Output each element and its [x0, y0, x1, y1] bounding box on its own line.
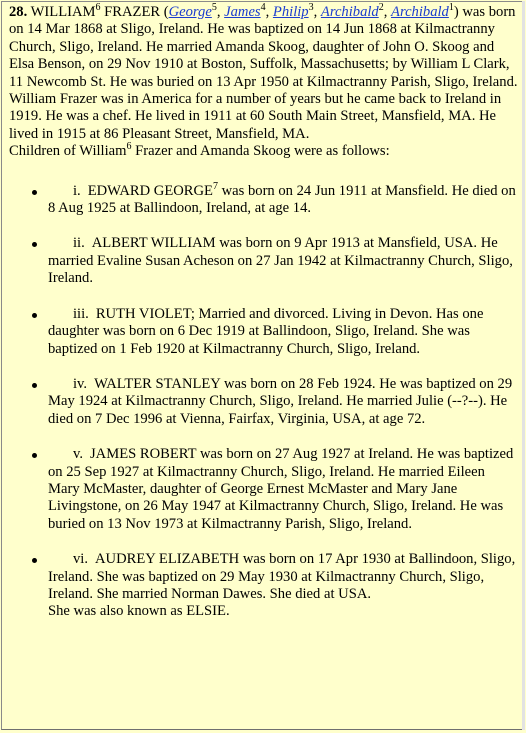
child-name: WALTER STANLEY	[94, 375, 221, 392]
person-name: WILLIAM	[30, 4, 96, 20]
child-name: EDWARD GEORGE	[87, 182, 213, 199]
bullet-icon	[32, 453, 37, 458]
child-item	[9, 235, 519, 287]
child-name: ALBERT WILLIAM	[91, 235, 216, 252]
person-entry	[9, 4, 519, 639]
bullet-icon	[32, 190, 37, 195]
person-summary: 28. WILLIAM$^6$ FRAZER (George$^5$, James$^4$, Philip$^3$, Archibald$^2$, Archibald$^1$) was born on 14 Mar 1868 at Sligo, Ireland. He was baptized on 14 Jun 1868 at Kilmactranny Church, Sligo, Ireland. He married Amanda Skoog, daughter of John O. Skoog and Elsa Benson, on 29 Nov 1910 at Boston, Suffolk, Massachusetts; by William L Clark, 11 Newcomb St. He was buried on 13 Apr 1950 at Kilmactranny Parish, Sligo, Ireland.	[9, 2, 518, 90]
child-details: was born on 17 Apr 1930 at Ballindoon, Sligo, Ireland. She was baptized on 29 May 1930 at Kilmactranny Church, Sligo, Ireland. She married Norman Dawes. She died at USA.	[48, 551, 516, 602]
child-roman: vi.	[73, 551, 88, 568]
ancestor-link-archibald-1[interactable]: Archibald	[391, 4, 449, 20]
child-item	[9, 376, 519, 428]
bullet-icon	[32, 558, 37, 563]
children-heading-before: Children of William	[9, 143, 127, 160]
ancestor-link-james[interactable]: James	[224, 4, 261, 20]
ancestor-gen: 4	[260, 2, 266, 14]
child-details: was born on 9 Apr 1913 at Mansfield, USA. He married Evaline Susan Acheson on 27 Jan 1942 at Kilmactranny Church, Sligo, Ireland.	[48, 235, 513, 287]
child-item	[9, 446, 519, 533]
person-bio: was born on 14 Mar 1868 at Sligo, Ireland. He was baptized on 14 Jun 1868 at Kilmactranny Church, Sligo, Ireland. He married Amanda Skoog, daughter of John O. Skoog and Elsa Benson, on 29 Nov 1910 at Boston, Suffolk, Massachusetts; by William L Clark, 11 Newcomb St. He was buried on 13 Apr 1950 at Kilmactranny Parish, Sligo, Ireland.	[9, 4, 518, 90]
child-item	[9, 180, 519, 218]
child-item	[9, 306, 519, 358]
child-roman: ii.	[73, 235, 85, 252]
bullet-icon	[32, 242, 37, 247]
children-heading	[9, 143, 519, 160]
child-details: was born on 24 Jun 1911 at Mansfield. He died on 8 Aug 1925 at Ballindoon, Ireland, at age 14.	[48, 182, 516, 217]
child-details: was born on 27 Aug 1927 at Ireland. He was baptized on 25 Sep 1927 at Kilmactranny Church, Sligo, Ireland. He married Eileen Mary McMaster, daughter of George Ernest McMaster and Mary Jane Livingstone, on 26 May 1947 at Kilmactranny Church, Sligo, Ireland. He was buried on 13 Nov 1973 at Kilmactranny Parish, Sligo, Ireland.	[48, 446, 514, 532]
person-surname: FRAZER	[104, 4, 161, 20]
ancestor-link-george[interactable]: George	[168, 4, 212, 20]
ancestor-gen: 1	[448, 2, 454, 14]
bullet-icon	[32, 313, 37, 318]
children-heading-after: Frazer and Amanda Skoog were as follows:	[135, 143, 390, 160]
person-number: 28.	[9, 4, 28, 20]
person-generation: 6	[95, 2, 101, 14]
child-also-known: She was also known as ELSIE.	[48, 603, 230, 620]
child-name: JAMES ROBERT	[90, 446, 197, 463]
bullet-icon	[32, 383, 37, 388]
ancestor-link-philip[interactable]: Philip	[272, 4, 309, 20]
ancestor-link-archibald-2[interactable]: Archibald	[320, 4, 379, 20]
child-details: was born on 28 Feb 1924. He was baptized on 29 May 1924 at Kilmactranny Church, Sligo, Ireland. He married Julie (--?--). He died on 7 Dec 1996 at Vienna, Fairfax, Virginia, USA, at age 72.	[48, 375, 513, 427]
child-roman: iv.	[73, 375, 88, 392]
child-roman: iii.	[73, 305, 89, 322]
children-heading-generation: 6	[126, 141, 132, 153]
child-roman: i.	[73, 182, 81, 199]
child-name: RUTH VIOLET	[95, 305, 191, 322]
person-header	[9, 4, 519, 161]
child-roman: v.	[73, 446, 83, 463]
child-generation: 7	[212, 180, 218, 192]
ancestor-gen: 2	[378, 2, 384, 14]
ancestor-gen: 5	[211, 2, 217, 14]
person-notes: William Frazer was in America for a number of years but he came back to Ireland in 1919. He was a chef. He lived in 1911 at 60 South Main Street, Mansfield, MA. He lived in 1915 at 86 Pleasant Street, Mansfield, MA.	[9, 91, 502, 142]
child-details: ; Married and divorced. Living in Devon. Has one daughter was born on 6 Dec 1919 at Ballindoon, Sligo, Ireland. She was baptized on 1 Feb 1920 at Kilmactranny Church, Sligo, Ireland.	[48, 305, 484, 357]
child-item	[9, 551, 519, 621]
child-name: AUDREY ELIZABETH	[95, 551, 240, 568]
scrollbar-track[interactable]	[522, 1, 525, 730]
ancestor-gen: 3	[308, 2, 314, 14]
children-list	[9, 180, 519, 621]
